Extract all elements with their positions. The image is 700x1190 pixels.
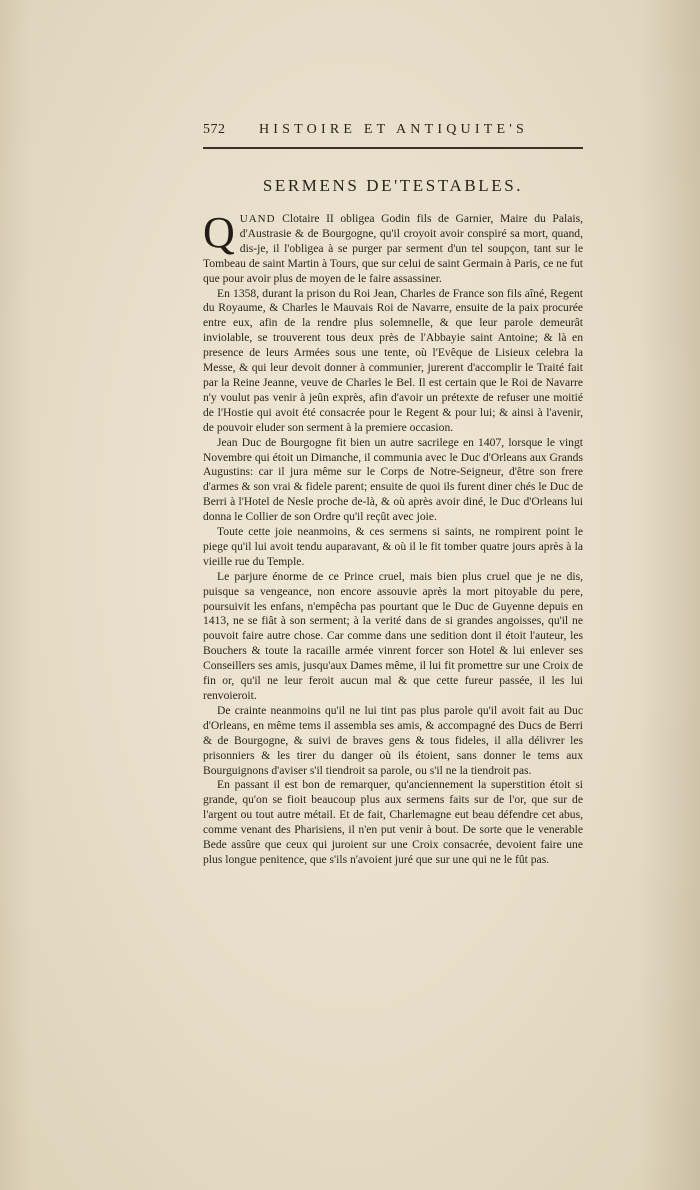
running-title: HISTOIRE ET ANTIQUITE'S [259, 122, 528, 137]
drop-cap: Q [203, 208, 235, 257]
section-title: SERMENS DE'TESTABLES. [262, 176, 524, 195]
paragraph-5: Le parjure énorme de ce Prince cruel, mais bien plus cruel que je ne dis, puisque sa vengeance, non encore assouvie après la mort pitoyable du pere, poursuivit les enfans, n'empêcha pas pourtant que le Duc de Guyenne depuis en 1413, ne se fiât à son serment; à la verité dans de si grandes angoisses, qu'il ne pouvoit faire autre chose. Car comme dans une sedition dont il étoit l'auteur, les Bouchers & toute la racaille armée vinrent forcer son Hotel & lui enlever ses Conseillers ses amis, jusqu'aux Dames même, il lui fit promettre sur une Croix de fin or, qu'il ne leur feroit aucun mal & que cette fureur passée, il les lui renvoieroit. [203, 569, 583, 702]
paragraph-6: De crainte neanmoins qu'il ne lui tint pas plus parole qu'il avoit fait au Duc d'Orleans, en même tems il assembla ses amis, & accompagné des Ducs de Berri & de Bourgogne, & suivi de braves gens & tous fideles, il alla délivrer les prisonniers & les tirer du danger où ils étoient, sans donner le tems aux Bourguignons d'aviser s'il tiendroit sa parole, ou s'il ne la tiendroit pas. [203, 703, 583, 777]
paragraph-7: En passant il est bon de remarquer, qu'anciennement la superstition étoit si grande, qu'on se fioit beaucoup plus aux sermens faits sur de l'or, que sur de l'argent ou tout autre métail. Et de fait, Charlemagne eut beau défendre cet abus, comme venant des Pharisiens, il n'en put venir à bout. De sorte que le venerable Bede assûre que ceux qui juroient sur une Croix consacrée, devoient faire une plus longue penitence, que s'ils n'avoient juré que sur une qui ne le fût pas. [203, 778, 583, 866]
body-text [203, 208, 583, 868]
running-head [203, 122, 583, 142]
paragraph-4: Toute cette joie neanmoins, & ces sermens si saints, ne rompirent point le piege qu'il lui avoit tendu auparavant, & où il le fit tomber quatre jours après à la vieille rue du Temple. [203, 525, 583, 568]
header-rule [203, 147, 583, 149]
paragraph-1-lead: UAND [239, 213, 276, 225]
paragraph-2: En 1358, durant la prison du Roi Jean, Charles de France son fils aîné, Regent du Royaume, & Charles le Mauvais Roi de Navarre, ensuite de la paix procurée entre eux, afin de la rendre plus solemnelle, & que leur parole demeurât inviolable, se trouverent tous deux près de l'Abbayie saint Antoine; & là en presence de leurs Armées sous une tente, où l'Evêque de Lisieux celebra la Messe, & qui leur devoit donner à communier, jurerent d'accomplir le Traité fait par la Reine Jeanne, veuve de Charles le Bel. Il est certain que le Roi de Navarre n'y voulut pas venir à jeûn exprès, afin d'avoir un prétexte de refuser une moitié de l'Hostie qui avoit été consacrée pour le Regent & pour lui; & ainsi à l'avenir, de pouvoir eluder son serment à la premiere occasion. [203, 286, 583, 434]
paragraph-3: Jean Duc de Bourgogne fit bien un autre sacrilege en 1407, lorsque le vingt Novembre qui étoit un Dimanche, il communia avec le Duc d'Orleans aux Grands Augustins: car il jura même sur le Corps de Notre-Seigneur, d'être son frere d'armes & son vrai & fidele parent; ensuite de quoi ils furent diner chés le Duc de Berri à l'Hotel de Nesle proche de-là, & où après avoir diné, le Duc d'Orleans lui donna le Collier de son Ordre qu'il reçût avec joie. [203, 435, 583, 524]
paragraph-1 [203, 208, 583, 287]
paragraph-1-text: Clotaire II obligea Godin fils de Garnier, Maire du Palais, d'Austrasie & de Bourgogne, qu'il croyoit avoir conspiré sa mort, quand, dis-je, il l'obligea à se purger par serment d'un tel soupçon, tant sur le Tombeau de saint Martin à Tours, que sur celui de saint Germain à Paris, ce ne fut que pour avoir plus de moyen de le faire assassiner. [203, 212, 583, 285]
page-number: 572 [203, 122, 226, 137]
